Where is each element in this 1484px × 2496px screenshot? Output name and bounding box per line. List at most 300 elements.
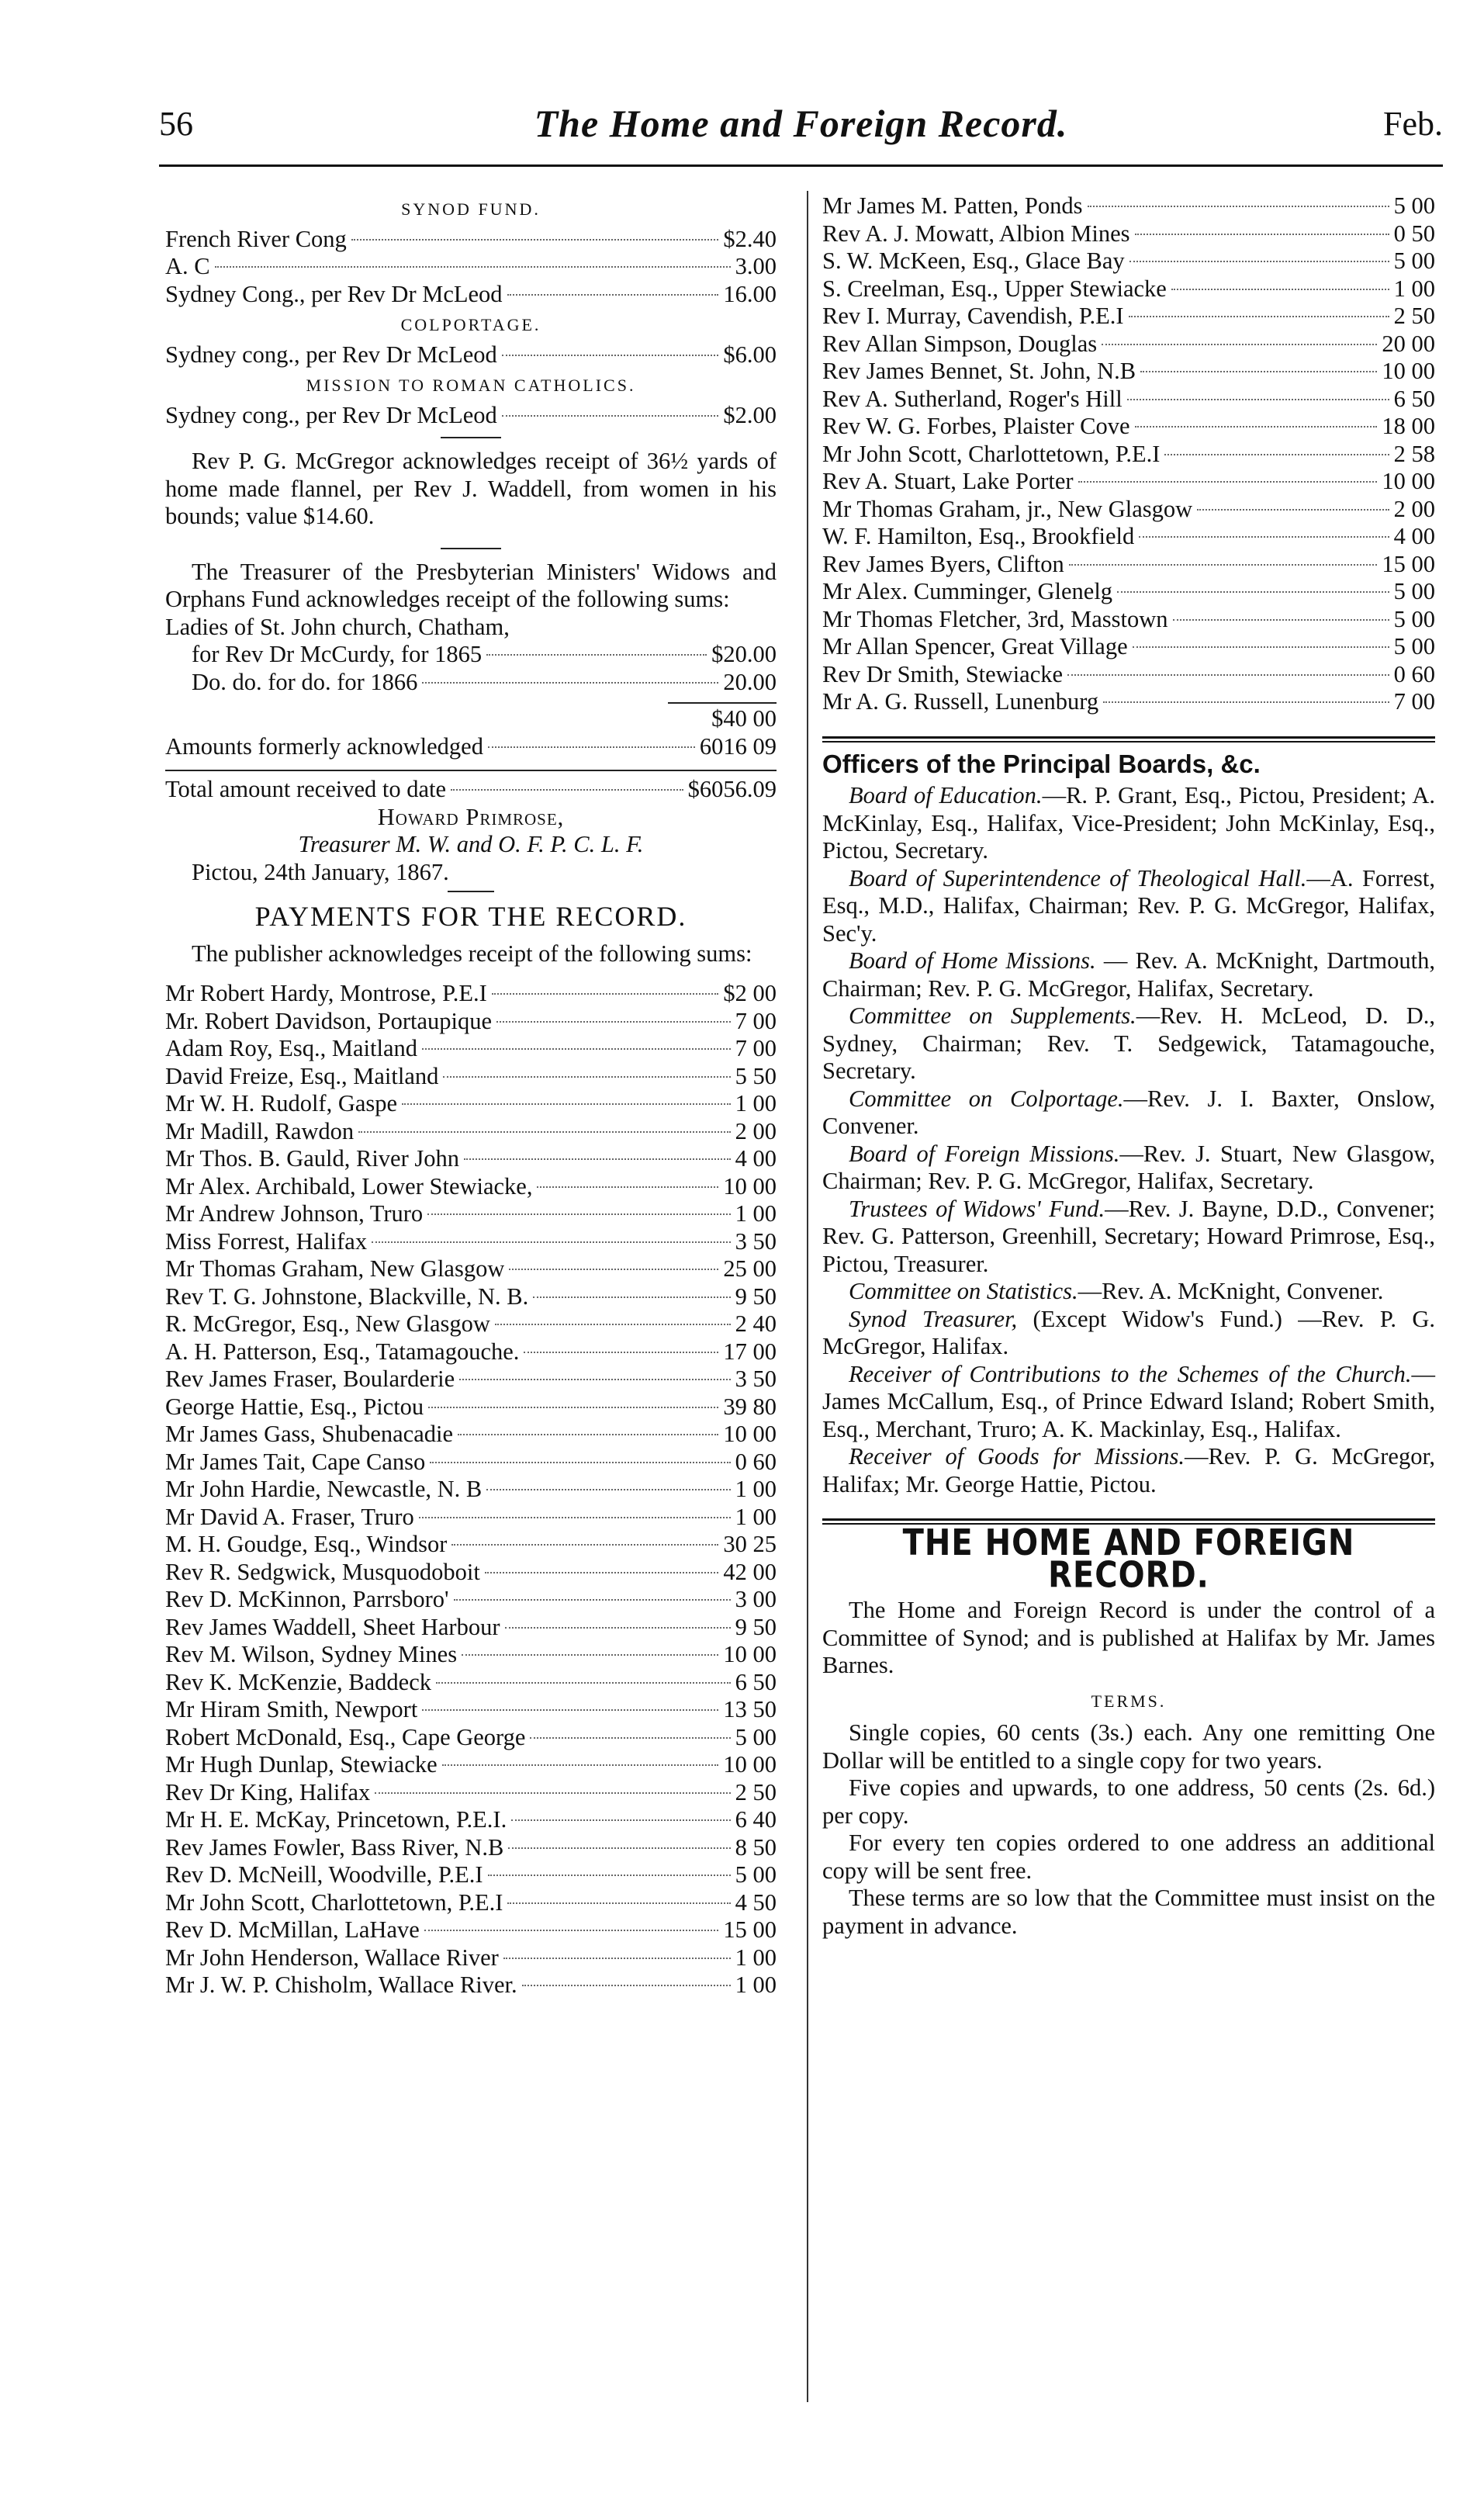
entry-amount: 5 00 [735, 1861, 777, 1888]
list-item [165, 1806, 777, 1834]
page-header [159, 104, 1443, 158]
payments-list [165, 980, 777, 1999]
entry-label: George Hattie, Esq., Pictou [165, 1393, 424, 1420]
entry-amount: 7 00 [735, 1007, 777, 1034]
entry-label: Rev D. McNeill, Woodville, P.E.I [165, 1861, 483, 1888]
list-item [165, 1366, 777, 1393]
board-entry [822, 947, 1435, 1002]
dot-leader [428, 1407, 718, 1408]
entry-label: for Rev Dr McCurdy, for 1865 [192, 641, 483, 667]
column-divider [807, 191, 808, 2402]
entry-label: Rev Allan Simpson, Douglas [822, 330, 1098, 357]
entry-amount: 0 50 [1393, 220, 1435, 247]
dot-leader [436, 1682, 731, 1684]
dot-leader [1135, 426, 1378, 428]
board-entry [822, 1361, 1435, 1444]
entry-amount: 7 00 [735, 1035, 777, 1061]
entry-amount: 17 00 [723, 1338, 777, 1365]
list-item [165, 1916, 777, 1944]
dot-leader [495, 1324, 731, 1325]
entry-label: Mr James Tait, Cape Canso [165, 1448, 426, 1475]
entry-label: Rev James Fowler, Bass River, N.B [165, 1833, 504, 1861]
entry-amount: 15 00 [723, 1916, 777, 1943]
dot-leader [537, 1186, 718, 1188]
entry-amount: $2.40 [723, 225, 777, 252]
list-item [165, 1090, 777, 1118]
list-item [165, 1586, 777, 1614]
payments-heading: PAYMENTS FOR THE RECORD. [254, 901, 687, 932]
treasurer-list [165, 641, 777, 696]
list-item [165, 1283, 777, 1311]
dot-leader [464, 1158, 731, 1160]
list-item [822, 578, 1435, 606]
list-item [192, 641, 777, 669]
board-name: Committee on Colportage. [849, 1085, 1124, 1112]
entry-label: M. H. Goudge, Esq., Windsor [165, 1531, 448, 1557]
entry-label: Mr David A. Fraser, Truro [165, 1503, 414, 1530]
list-item [822, 303, 1435, 331]
list-item [822, 661, 1435, 689]
list-item [165, 1944, 777, 1972]
list-item [165, 1834, 777, 1862]
board-entry [822, 1306, 1435, 1361]
entry-label: Rev James Waddell, Sheet Harbour [165, 1613, 500, 1640]
board-entry [822, 1443, 1435, 1498]
dot-leader [358, 1131, 730, 1133]
entry-amount: 6016 09 [699, 732, 777, 760]
section-rule [441, 437, 501, 438]
entry-amount: 7 00 [1393, 688, 1435, 715]
dot-leader [454, 1599, 731, 1601]
entry-label: Rev I. Murray, Cavendish, P.E.I [822, 303, 1124, 329]
dot-leader [533, 1296, 730, 1298]
list-item [822, 331, 1435, 358]
list-item [165, 341, 777, 369]
flannel-note: Rev P. G. McGregor acknowledges receipt of 36½ yards of home made flannel, per Rev J. Waddell, from women in his bounds; value $14.60. [165, 448, 777, 529]
board-name: Board of Superintendence of Theological Hall. [849, 864, 1307, 891]
list-item [822, 523, 1435, 551]
list-item [822, 551, 1435, 579]
list-item [165, 1972, 777, 1999]
dot-leader [1173, 619, 1389, 621]
entry-amount: $2 00 [723, 980, 777, 1006]
dot-leader [509, 1269, 718, 1270]
list-item [822, 248, 1435, 275]
entry-label: A. C [165, 253, 210, 279]
dot-leader [488, 746, 695, 748]
list-item [822, 220, 1435, 248]
entry-amount: 0 60 [1393, 660, 1435, 687]
entry-amount: 2 58 [1393, 440, 1435, 467]
entry-amount: 20 00 [1382, 330, 1435, 357]
list-item [165, 1861, 777, 1889]
entry-amount: $2.00 [723, 401, 777, 428]
entry-label: Robert McDonald, Esq., Cape George [165, 1723, 526, 1750]
entry-amount: $6.00 [723, 341, 777, 368]
entry-amount: 42 00 [723, 1558, 777, 1585]
list-item [165, 226, 777, 254]
entry-amount: 1 00 [735, 1972, 777, 1998]
record-title: THE HOME AND FOREIGN RECORD. [902, 1522, 1355, 1596]
list-item [165, 1559, 777, 1587]
dot-leader [502, 355, 719, 356]
entry-label: Rev M. Wilson, Sydney Mines [165, 1641, 458, 1667]
board-members: —James McCallum, Esq., of Prince Edward Island; Robert Smith, Esq., Merchant, Truro; A. K. Mackinlay, Esq., Halifax. [822, 1360, 1435, 1442]
entry-amount: 16.00 [723, 280, 777, 307]
list-item [822, 633, 1435, 661]
entry-amount: $20.00 [711, 641, 777, 667]
list-item [165, 1751, 777, 1779]
entry-amount: 25 00 [723, 1255, 777, 1282]
entry-amount: 9 50 [735, 1283, 777, 1310]
terms-paragraph: For every ten copies ordered to one address an additional copy will be sent free. [822, 1830, 1435, 1884]
entry-label: Rev D. McMillan, LaHave [165, 1916, 420, 1943]
entry-label: Rev D. McKinnon, Parrsboro' [165, 1586, 449, 1612]
entry-label: Mr. Robert Davidson, Portaupique [165, 1007, 493, 1034]
list-item [165, 980, 777, 1008]
board-members: —Rev. A. McKnight, Convener. [1078, 1278, 1384, 1304]
section-rule [441, 548, 501, 549]
list-item [165, 1641, 777, 1669]
entry-label: Mr Alex. Cumminger, Glenelg [822, 578, 1113, 604]
board-entry [822, 865, 1435, 948]
list-item [822, 386, 1435, 414]
entry-label: W. F. Hamilton, Esq., Brookfield [822, 523, 1135, 549]
dot-leader [462, 1654, 718, 1656]
entry-label: R. McGregor, Esq., New Glasgow [165, 1310, 490, 1337]
dot-leader [1139, 536, 1389, 538]
dot-leader [1117, 591, 1389, 593]
dot-leader [486, 654, 707, 656]
entry-label: Mr Thos. B. Gauld, River John [165, 1145, 459, 1172]
board-members: —Rev. P. G. McGregor, Halifax; Mr. George Hattie, Pictou. [822, 1443, 1435, 1497]
entry-label: Mr John Scott, Charlottetown, P.E.I [165, 1888, 503, 1916]
entry-amount: 2 50 [735, 1778, 777, 1805]
list-item [165, 1118, 777, 1146]
board-name: Committee on Statistics. [849, 1278, 1078, 1304]
entry-label: Mr J. W. P. Chisholm, Wallace River. [165, 1972, 517, 1998]
entry-amount: 3 50 [735, 1227, 777, 1255]
colportage-heading: COLPORTAGE. [400, 315, 541, 334]
dot-leader [1171, 289, 1389, 290]
entry-label: Rev James Byers, Clifton [822, 550, 1064, 577]
dot-leader [507, 1902, 730, 1904]
entry-label: Rev A. J. Mowatt, Albion Mines [822, 220, 1130, 247]
dot-leader [524, 1352, 718, 1353]
entry-label: Mr James Gass, Shubenacadie [165, 1421, 453, 1447]
terms-paragraph: Five copies and upwards, to one address, 50 cents (2s. 6d.) per copy. [822, 1774, 1435, 1829]
entry-label: Mr Thomas Fletcher, 3rd, Masstown [822, 605, 1168, 632]
board-entry [822, 1196, 1435, 1279]
entry-label: S. Creelman, Esq., Upper Stewiacke [822, 275, 1167, 302]
record-intro: The Home and Foreign Record is under the control of a Committee of Synod; and is published at Halifax by Mr. James Barnes. [822, 1597, 1435, 1678]
entry-label: A. H. Patterson, Esq., Tatamagouche. [165, 1338, 520, 1365]
list-item [165, 402, 777, 430]
list-item [165, 1145, 777, 1173]
list-item [165, 1393, 777, 1421]
list-item [192, 669, 777, 697]
entry-amount: 10 00 [1382, 468, 1435, 494]
dot-leader [1140, 371, 1377, 372]
board-entry [822, 1278, 1435, 1306]
dot-leader [1069, 564, 1378, 566]
list-item [165, 1421, 777, 1449]
dot-leader [1102, 344, 1377, 345]
entry-label: Mr Alex. Archibald, Lower Stewiacke, [165, 1172, 533, 1200]
dot-leader [530, 1737, 730, 1739]
entry-amount: 10 00 [723, 1751, 777, 1778]
dot-leader [458, 1434, 718, 1435]
list-item [165, 1696, 777, 1724]
entry-amount: 4 00 [735, 1145, 777, 1172]
place-date: Pictou, 24th January, 1867. [192, 858, 449, 885]
entry-label: Mr Madill, Rawdon [165, 1117, 355, 1144]
entry-amount: 30 25 [723, 1531, 777, 1557]
entry-amount: 1 00 [735, 1944, 777, 1971]
entry-amount: 5 00 [735, 1723, 777, 1750]
entry-amount: 3 50 [735, 1366, 777, 1392]
dot-leader [372, 1241, 731, 1243]
board-name: Board of Foreign Missions. [849, 1140, 1120, 1167]
entry-label: Sydney Cong., per Rev Dr McLeod [165, 280, 503, 307]
section-rule [165, 770, 777, 771]
terms-list [822, 1719, 1435, 1940]
dot-leader [1129, 261, 1389, 262]
payments-intro: The publisher acknowledges receipt of the following sums: [192, 940, 752, 967]
entry-amount: 0 60 [735, 1448, 777, 1475]
dot-leader [488, 1875, 731, 1876]
list-item [165, 1310, 777, 1338]
entry-amount: 10 00 [723, 1641, 777, 1667]
payments-continued-list [822, 192, 1435, 716]
board-members: —Rev. H. McLeod, D. D., Sydney, Chairman; Rev. T. Sedgewick, Tatamagouche, Secretary. [822, 1002, 1435, 1084]
dot-leader [459, 1379, 730, 1380]
dot-leader [486, 1489, 730, 1490]
entry-label: Miss Forrest, Halifax [165, 1227, 368, 1255]
entry-label: Mr John Hardie, Newcastle, N. B [165, 1476, 483, 1502]
entry-amount: 13 50 [723, 1696, 777, 1722]
board-members: (Except Widow's Fund.) —Rev. P. G. McGregor, Halifax. [822, 1305, 1435, 1359]
dot-leader [485, 1572, 719, 1573]
entry-amount: 5 00 [1393, 578, 1435, 604]
entry-label: Mr H. E. McKay, Princetown, P.E.I. [165, 1806, 507, 1833]
dot-leader [351, 239, 719, 241]
board-name: Board of Education. [849, 782, 1043, 808]
entry-amount: 3 00 [735, 1586, 777, 1612]
dot-leader [419, 1517, 731, 1518]
entry-label: Rev A. Sutherland, Roger's Hill [822, 385, 1123, 412]
dot-leader [451, 789, 683, 791]
total-line [165, 776, 777, 804]
board-members: —A. Forrest, Esq., M.D., Halifax, Chairman; Rev. P. G. McGregor, Halifax, Sec'y. [822, 864, 1435, 947]
dot-leader [443, 1076, 730, 1078]
section-rule [448, 891, 494, 892]
entry-amount: 1 00 [735, 1503, 777, 1530]
dot-leader [422, 1048, 731, 1050]
list-item [165, 1035, 777, 1063]
board-members: —Rev. J. Stuart, New Glasgow, Chairman; Rev. P. G. McGregor, Halifax, Secretary. [822, 1140, 1435, 1194]
entry-amount: 15 00 [1382, 550, 1435, 577]
entry-amount: 1 00 [735, 1200, 777, 1227]
dot-leader [1088, 206, 1389, 207]
list-item [165, 776, 777, 804]
page-number: 56 [159, 105, 193, 143]
dot-leader [1133, 646, 1389, 648]
list-item [165, 1255, 777, 1283]
list-item [165, 1779, 777, 1807]
officers-heading: Officers of the Principal Boards, &c. [822, 749, 1261, 778]
entry-label: Mr W. H. Rudolf, Gaspe [165, 1090, 398, 1116]
entry-amount: 8 50 [735, 1833, 777, 1861]
dot-leader [1103, 701, 1389, 703]
entry-amount: 1 00 [1393, 275, 1435, 302]
list-item [822, 688, 1435, 716]
entry-label: Rev T. G. Johnstone, Blackville, N. B. [165, 1283, 529, 1310]
entry-amount: 10 00 [723, 1172, 777, 1200]
list-item [822, 468, 1435, 496]
board-name: Board of Home Missions. [849, 947, 1096, 974]
entry-label: Total amount received to date [165, 776, 447, 802]
entry-label: Mr John Henderson, Wallace River [165, 1944, 499, 1971]
entry-amount: 1 00 [735, 1476, 777, 1502]
left-column [165, 192, 777, 1999]
entry-amount: 9 50 [735, 1613, 777, 1640]
dot-leader [402, 1103, 731, 1105]
board-name: Receiver of Contributions to the Schemes of the Church. [849, 1360, 1412, 1387]
board-members: —Rev. J. Bayne, D.D., Convener; Rev. G. Patterson, Greenhill, Secretary; Howard Primrose, Esq., Pictou, Treasurer. [822, 1195, 1435, 1277]
board-name: Committee on Supplements. [849, 1002, 1136, 1029]
dot-leader [502, 415, 719, 417]
list-item [822, 358, 1435, 386]
entry-amount: 2 00 [1393, 495, 1435, 522]
entry-amount: 3.00 [735, 253, 777, 279]
list-item [822, 496, 1435, 524]
entry-label: Rev A. Stuart, Lake Porter [822, 468, 1074, 494]
terms-paragraph: Single copies, 60 cents (3s.) each. Any one remitting One Dollar will be entitled to a single copy for two years. [822, 1719, 1435, 1774]
dot-leader [422, 1709, 718, 1711]
entry-label: Mr Hiram Smith, Newport [165, 1696, 418, 1722]
dot-leader [511, 1819, 730, 1821]
signer-name: Howard Primrose, [377, 803, 565, 830]
list-item [165, 1724, 777, 1752]
dot-leader [1067, 674, 1389, 676]
entry-label: Mr Allan Spencer, Great Village [822, 633, 1128, 659]
synod-fund-heading: SYNOD FUND. [401, 199, 541, 219]
terms-heading: TERMS. [1091, 1691, 1167, 1711]
formerly-line [165, 733, 777, 761]
dot-leader [496, 1021, 731, 1023]
entry-amount: 5 00 [1393, 192, 1435, 219]
synod-fund-list [165, 226, 777, 309]
board-members: — Rev. A. McKnight, Dartmouth, Chairman; Rev. P. G. McGregor, Halifax, Secretary. [822, 947, 1436, 1002]
dot-leader [505, 1627, 731, 1629]
entry-amount: $6056.09 [687, 776, 777, 802]
entry-amount: 2 40 [735, 1310, 777, 1337]
entry-label: Rev R. Sedgwick, Musquodoboit [165, 1558, 480, 1585]
terms-paragraph: These terms are so low that the Committee must insist on the payment in advance. [822, 1885, 1435, 1939]
entry-label: Mr James M. Patten, Ponds [822, 192, 1083, 219]
board-members: —Rev. J. I. Baxter, Onslow, Convener. [822, 1085, 1435, 1139]
board-entry [822, 1002, 1435, 1085]
board-entry [822, 1141, 1435, 1196]
entry-label: Mr Andrew Johnson, Truro [165, 1200, 424, 1227]
list-item [822, 441, 1435, 469]
entry-label: Rev K. McKenzie, Baddeck [165, 1668, 432, 1695]
dot-leader [422, 682, 718, 684]
section-double-rule [822, 736, 1435, 743]
entry-amount: 6 50 [735, 1668, 777, 1695]
dot-leader [1197, 509, 1389, 511]
entry-label: Adam Roy, Esq., Maitland [165, 1035, 418, 1061]
entry-label: Sydney cong., per Rev Dr McLeod [165, 401, 497, 428]
mission-list [165, 402, 777, 430]
dot-leader [1078, 481, 1378, 483]
entry-label: S. W. McKeen, Esq., Glace Bay [822, 248, 1125, 274]
mission-heading: MISSION TO ROMAN CATHOLICS. [306, 376, 636, 395]
board-entry [822, 1085, 1435, 1141]
dot-leader [430, 1462, 730, 1463]
entry-label: Mr Thomas Graham, New Glasgow [165, 1255, 505, 1282]
issue-month: Feb. [1383, 105, 1443, 143]
board-name: Trustees of Widows' Fund. [849, 1195, 1105, 1222]
entry-label: Mr John Scott, Charlottetown, P.E.I [822, 440, 1161, 467]
dot-leader [492, 993, 719, 995]
dot-leader [375, 1792, 730, 1794]
entry-label: Mr A. G. Russell, Lunenburg [822, 688, 1099, 715]
dot-leader [451, 1544, 718, 1546]
entry-amount: 39 80 [723, 1393, 777, 1420]
list-item [165, 1173, 777, 1201]
list-item [822, 413, 1435, 441]
list-item [165, 253, 777, 281]
entry-amount: 5 00 [1393, 633, 1435, 659]
entry-amount: 5 00 [1393, 605, 1435, 632]
entry-label: Mr Thomas Graham, jr., New Glasgow [822, 495, 1193, 522]
entry-amount: 6 50 [1393, 385, 1435, 412]
dot-leader [503, 1958, 731, 1959]
list-item [822, 192, 1435, 220]
board-entry [822, 782, 1435, 865]
entry-label: Rev W. G. Forbes, Plaister Cove [822, 413, 1130, 439]
list-item [165, 1669, 777, 1697]
entry-amount: 1 00 [735, 1090, 777, 1116]
subtotal-value: $40 00 [668, 702, 777, 733]
entry-amount: 4 50 [735, 1888, 777, 1916]
list-item [165, 1449, 777, 1476]
list-item [165, 1200, 777, 1228]
list-item [165, 1338, 777, 1366]
board-name: Synod Treasurer, [849, 1305, 1018, 1332]
dot-leader [424, 1930, 719, 1931]
entry-amount: 10 00 [1382, 358, 1435, 384]
entry-label: Mr Hugh Dunlap, Stewiacke [165, 1751, 438, 1778]
right-column [822, 192, 1435, 1940]
dot-leader [1129, 316, 1389, 317]
subtotal [165, 702, 777, 733]
entry-label: Mr Robert Hardy, Montrose, P.E.I [165, 980, 487, 1006]
colportage-list [165, 341, 777, 369]
journal-title: The Home and Foreign Record. [534, 102, 1068, 145]
list-item [165, 1008, 777, 1036]
entry-amount: 5 50 [735, 1062, 777, 1089]
entry-amount: 18 00 [1382, 413, 1435, 439]
list-item [165, 281, 777, 309]
dot-leader [507, 294, 719, 296]
list-item [165, 1614, 777, 1642]
entry-label: Rev Dr King, Halifax [165, 1778, 371, 1805]
header-rule [159, 164, 1443, 167]
entry-label: Rev James Fraser, Boularderie [165, 1366, 455, 1392]
